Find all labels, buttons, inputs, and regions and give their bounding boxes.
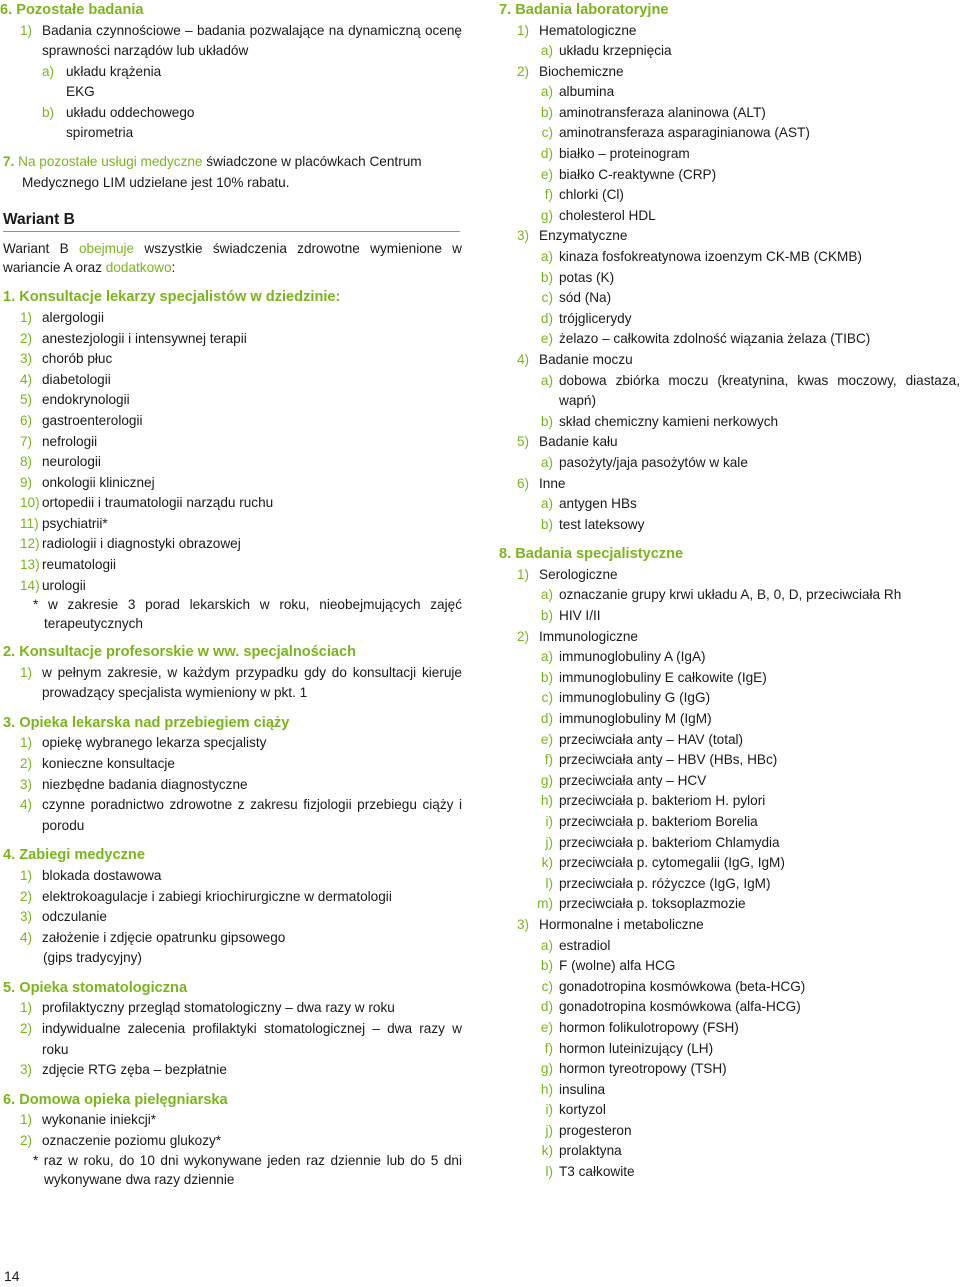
list-item (499, 453, 960, 474)
list-marker: i) (545, 813, 553, 829)
list-marker: 12) (20, 536, 40, 552)
list-item (499, 21, 960, 42)
list-item (499, 288, 960, 309)
list-item (0, 514, 462, 535)
list-text: oznaczenie poziomu glukozy* (42, 1132, 222, 1148)
section-heading-medical-procedures: 4. Zabiegi medyczne (3, 847, 145, 864)
list-marker: h) (540, 793, 553, 809)
dental-list (0, 998, 462, 1080)
list-text: Badanie kału (539, 434, 618, 450)
list-marker: a) (540, 496, 553, 512)
list-item (499, 350, 960, 371)
list-marker: 3) (20, 776, 33, 792)
list-text: ortopedii i traumatologii narządu ruchu (42, 495, 274, 511)
footnote: * w zakresie 3 porad lekarskich w roku, nieobejmujących zajęć terapeutycznych (33, 597, 462, 631)
list-text: przeciwciała anty – HBV (HBs, HBc) (559, 752, 778, 768)
list-item (499, 791, 960, 812)
list-item (499, 915, 960, 936)
list-marker: 6) (517, 475, 530, 491)
list-marker: 8) (20, 454, 33, 470)
list-item (499, 144, 960, 165)
list-text: immunoglobuliny M (IgM) (559, 711, 712, 726)
list-item (499, 247, 960, 268)
list-text: aminotransferaza asparaginianowa (AST) (559, 125, 810, 141)
list-marker: l) (545, 1164, 553, 1180)
list-marker: 4) (20, 797, 33, 813)
list-item (0, 308, 462, 329)
list-marker: a) (540, 937, 553, 953)
list-marker: 2) (20, 756, 33, 772)
sub-item-text: spirometria (66, 125, 134, 141)
professor-list (0, 663, 462, 704)
list-marker: f) (544, 187, 553, 203)
list-text: przeciwciała p. bakteriom H. pylori (559, 793, 766, 809)
list-text: dobowa zbiórka moczu (kreatynina, kwas moczowy, diastaza, wapń) (559, 372, 960, 409)
list-item (499, 268, 960, 289)
list-text: sód (Na) (559, 290, 612, 306)
list-text: trójglicerydy (559, 310, 632, 326)
list-item (0, 473, 462, 494)
list-marker: j) (545, 1122, 553, 1138)
list-text: Immunologiczne (539, 628, 638, 644)
list-marker: a) (540, 587, 553, 603)
list-item (499, 1059, 960, 1080)
list-marker: 1) (20, 867, 33, 883)
list-text: antygen HBs (559, 496, 637, 512)
list-text: immunoglobuliny A (IgA) (559, 649, 706, 665)
list-item (0, 1060, 462, 1081)
list-marker: b) (540, 104, 553, 120)
list-text: chorób płuc (42, 351, 113, 367)
list-text: Inne (539, 475, 566, 491)
list-marker: 2) (20, 1132, 33, 1148)
list-text: żelazo – całkowita zdolność wiązania żelaza (TIBC) (559, 331, 871, 347)
list-item (499, 627, 960, 648)
section-heading-professor-consultations: 2. Konsultacje profesorskie w ww. specjalnościach (3, 644, 357, 661)
list-text: nefrologii (42, 433, 98, 449)
list-text: zdjęcie RTG zęba – bezpłatnie (42, 1062, 227, 1078)
list-marker: g) (540, 772, 553, 788)
sub-item-text: EKG (66, 84, 95, 100)
section-heading-pregnancy-care: 3. Opieka lekarska nad przebiegiem ciąży (3, 714, 290, 731)
list-item (499, 853, 960, 874)
list-item (499, 1100, 960, 1121)
list-text: przeciwciała p. bakteriom Chlamydia (559, 834, 780, 850)
list-marker: a) (42, 63, 55, 79)
list-item (499, 412, 960, 433)
list-text: reumatologii (42, 557, 117, 573)
list-text: radiologii i diagnostyki obrazowej (42, 536, 241, 552)
list-item (499, 432, 960, 453)
list-text: Hematologiczne (539, 22, 637, 38)
list-marker: 2) (20, 888, 33, 904)
list-marker: 14) (20, 577, 40, 593)
list-item (499, 936, 960, 957)
list-text: diabetologii (42, 371, 111, 387)
list-marker: 4) (20, 371, 33, 387)
list-text: w pełnym zakresie, w każdym przypadku gdy do konsultacji kieruje prowadzący specjalista wymieniony w pkt. 1 (42, 664, 462, 701)
list-marker: c) (541, 978, 553, 994)
list-text: albumina (559, 84, 615, 100)
list-marker: d) (540, 146, 553, 162)
list-item (0, 733, 462, 754)
list-item (0, 534, 462, 555)
list-text: kortyzol (559, 1102, 606, 1118)
list-text: anestezjologii i intensywnej terapii (42, 330, 247, 346)
list-marker: 9) (20, 474, 33, 490)
list-marker: 1) (20, 664, 33, 680)
list-marker: 2) (20, 330, 33, 346)
list-item (499, 688, 960, 709)
list-item (0, 493, 462, 514)
list-text: hormon luteinizujący (LH) (559, 1040, 714, 1056)
specialist-tests-list (499, 565, 960, 1183)
list-text: neurologii (42, 454, 101, 470)
list-text: białko C-reaktywne (CRP) (559, 166, 717, 182)
list-text: czynne poradnictwo zdrowotne z zakresu fizjologii przebiegu ciąży i porodu (42, 797, 462, 833)
list-item (0, 329, 462, 350)
list-item (499, 894, 960, 915)
list-text: F (wolne) alfa HCG (559, 958, 676, 974)
list-marker: b) (540, 958, 553, 974)
list-item (0, 103, 462, 124)
list-text: wykonanie iniekcji* (42, 1112, 157, 1128)
list-text: gastroenterologii (42, 412, 143, 428)
list-text: przeciwciała p. różyczce (IgG, IgM) (559, 875, 771, 891)
list-marker: 3) (517, 916, 530, 932)
list-marker: 1) (20, 22, 33, 38)
list-item (499, 309, 960, 330)
section-heading-lab-tests: 7. Badania laboratoryjne (499, 2, 669, 18)
list-item (499, 371, 960, 412)
list-item (0, 866, 462, 887)
list-text: onkologii klinicznej (42, 474, 155, 490)
list-item (499, 123, 960, 144)
list-marker: 3) (20, 1062, 33, 1078)
list-item (499, 606, 960, 627)
list-text: endokrynologii (42, 392, 130, 408)
list-marker: 1) (20, 1000, 33, 1016)
list-item (0, 1131, 462, 1152)
list-marker: b) (540, 516, 553, 532)
list-marker: c) (541, 290, 553, 306)
list-item (499, 226, 960, 247)
list-item (0, 754, 462, 775)
list-item (0, 411, 462, 432)
list-marker: 7) (20, 433, 33, 449)
list-marker: 6) (20, 412, 33, 428)
list-item (0, 576, 462, 597)
section-heading-other-tests: 6. Pozostałe badania (0, 2, 144, 18)
list-marker: l) (545, 875, 553, 891)
list-marker: 1) (20, 309, 33, 325)
list-item (499, 977, 960, 998)
list-text: Badanie moczu (539, 352, 633, 367)
list-text: konieczne konsultacje (42, 756, 175, 772)
list-text: Biochemiczne (539, 63, 624, 79)
list-marker: 1) (20, 1112, 33, 1128)
list-item (0, 928, 462, 949)
list-item (499, 771, 960, 792)
list-item (0, 907, 462, 928)
list-marker: b) (540, 269, 553, 285)
list-text: przeciwciała p. bakteriom Borelia (559, 813, 758, 829)
list-marker: b) (540, 608, 553, 624)
list-marker: 2) (20, 1020, 33, 1036)
list-item (499, 997, 960, 1018)
list-text: Serologiczne (539, 566, 618, 582)
list-marker: c) (541, 690, 553, 706)
pregnancy-list (0, 733, 462, 836)
list-marker: a) (540, 649, 553, 665)
list-item (0, 663, 462, 704)
list-item (499, 1039, 960, 1060)
list-text: kinaza fosfokreatynowa izoenzym CK-MB (CKMB) (559, 249, 862, 265)
procedures-list (0, 866, 462, 948)
list-text: gonadotropina kosmówkowa (alfa-HCG) (559, 999, 801, 1015)
list-marker: d) (540, 999, 553, 1015)
list-item (0, 998, 462, 1019)
list-marker: i) (545, 1102, 553, 1118)
list-text: układu krzepnięcia (559, 43, 672, 59)
list-text: odczulanie (42, 909, 107, 925)
list-text: opiekę wybranego lekarza specjalisty (42, 735, 267, 751)
list-text: immunoglobuliny E całkowite (IgE) (559, 669, 767, 685)
section-heading-specialist-tests: 8. Badania specjalistyczne (499, 546, 684, 563)
list-item (499, 750, 960, 771)
list-text: potas (K) (559, 269, 615, 285)
list-text: Hormonalne i metaboliczne (539, 916, 704, 932)
list-marker: e) (540, 166, 553, 182)
list-marker: 2) (517, 63, 530, 79)
list-marker: k) (541, 1143, 553, 1159)
list-item (0, 887, 462, 908)
variant-title-bar (3, 211, 460, 232)
list-text: aminotransferaza alaninowa (ALT) (559, 104, 766, 120)
sub-item-text: (gips tradycyjny) (43, 950, 142, 966)
list-marker: 11) (20, 515, 39, 531)
list-text: indywidualne zalecenia profilaktyki stomatologicznej – dwa razy w roku (42, 1020, 462, 1057)
list-text: urologii (42, 577, 86, 593)
discount-paragraph: 7. Na pozostałe usługi medyczne świadczone w placówkach Centrum Medycznego LIM udzielane jest 10% rabatu. (3, 154, 422, 190)
list-item (499, 668, 960, 689)
list-item (499, 515, 960, 536)
list-text: przeciwciała p. toksoplazmozie (559, 896, 746, 912)
list-text: białko – proteinogram (559, 146, 690, 162)
list-text: przeciwciała anty – HCV (559, 772, 707, 788)
list-text: test lateksowy (559, 516, 645, 532)
list-text: elektrokoagulacje i zabiegi kriochirurgiczne w dermatologii (42, 888, 392, 904)
list-item (499, 1121, 960, 1142)
list-text: przeciwciała p. cytomegalii (IgG, IgM) (559, 855, 785, 871)
list-item (499, 1162, 960, 1183)
list-item (499, 62, 960, 83)
list-marker: a) (540, 249, 553, 265)
list-marker: b) (540, 413, 553, 429)
list-marker: 2) (517, 628, 530, 644)
list-item (0, 795, 462, 836)
list-item (499, 1080, 960, 1101)
list-marker: e) (540, 331, 553, 347)
list-item (499, 329, 960, 350)
list-item (499, 956, 960, 977)
list-text: układu krążenia (66, 63, 162, 79)
list-marker: a) (540, 454, 553, 470)
list-text: hormon tyreotropowy (TSH) (559, 1061, 727, 1077)
variant-description: Wariant B obejmuje wszystkie świadczenia zdrowotne wymienione w wariancie A oraz dodatkowo: (3, 241, 462, 275)
list-item (0, 390, 462, 411)
list-marker: 13) (20, 557, 40, 573)
list-item (0, 452, 462, 473)
variant-title: Wariant B (3, 211, 75, 229)
list-marker: 5) (517, 434, 530, 450)
section-heading-dental-care: 5. Opieka stomatologiczna (3, 979, 188, 996)
list-item (0, 349, 462, 370)
nursing-list (0, 1110, 462, 1151)
list-marker: b) (42, 104, 55, 120)
list-item (0, 21, 462, 62)
specialist-list (0, 308, 462, 596)
list-text: estradiol (559, 937, 611, 953)
list-text: prolaktyna (559, 1143, 622, 1159)
list-marker: m) (537, 896, 553, 912)
list-item (0, 432, 462, 453)
list-marker: e) (540, 1019, 553, 1035)
list-text: gonadotropina kosmówkowa (beta-HCG) (559, 978, 806, 994)
list-item (499, 585, 960, 606)
list-item (499, 494, 960, 515)
list-marker: 3) (20, 351, 33, 367)
list-text: cholesterol HDL (559, 207, 656, 223)
list-item (499, 41, 960, 62)
list-marker: 3) (20, 909, 33, 925)
list-item (499, 1018, 960, 1039)
list-text: oznaczanie grupy krwi układu A, B, 0, D, przeciwciała Rh (559, 587, 902, 603)
list-marker: 1) (517, 22, 530, 38)
list-item (499, 709, 960, 730)
list-marker: f) (544, 752, 553, 768)
list-text: Badania czynnościowe – badania pozwalające na dynamiczną ocenę sprawności narządów lub układów (42, 22, 462, 59)
list-text: alergologii (42, 309, 104, 325)
list-marker: 1) (517, 566, 530, 582)
list-marker: b) (540, 669, 553, 685)
list-marker: f) (544, 1040, 553, 1056)
list-item (499, 1141, 960, 1162)
list-marker: a) (540, 43, 553, 59)
list-item (0, 1110, 462, 1131)
list-marker: 1) (20, 735, 33, 751)
list-marker: 4) (517, 352, 530, 367)
list-marker: k) (541, 855, 553, 871)
left-column (0, 0, 462, 1189)
list-marker: 3) (517, 228, 530, 244)
section-heading-home-nursing: 6. Domowa opieka pielęgniarska (3, 1091, 228, 1108)
list-text: układu oddechowego (66, 104, 195, 120)
list-text: pasożyty/jaja pasożytów w kale (559, 454, 748, 470)
list-item (0, 370, 462, 391)
list-item (499, 206, 960, 227)
list-text: skład chemiczny kamieni nerkowych (559, 413, 779, 429)
right-column (499, 0, 960, 1183)
list-item (499, 730, 960, 751)
list-marker: 5) (20, 392, 33, 408)
list-marker: 10) (20, 495, 40, 511)
section-heading-specialist-consultations: 1. Konsultacje lekarzy specjalistów w dziedzinie: (3, 289, 341, 306)
list-text: psychiatrii* (42, 515, 108, 531)
list-marker: g) (540, 207, 553, 223)
list-text: insulina (559, 1081, 606, 1097)
footnote: * raz w roku, do 10 dni wykonywane jeden raz dziennie lub do 5 dni wykonywane dwa razy dziennie (33, 1153, 462, 1187)
list-item (499, 833, 960, 854)
list-marker: e) (540, 731, 553, 747)
list-marker: 4) (20, 929, 33, 945)
list-marker: a) (540, 372, 553, 388)
list-item (499, 474, 960, 495)
list-text: hormon folikulotropowy (FSH) (559, 1019, 739, 1035)
list-text: blokada dostawowa (42, 867, 162, 883)
list-item (499, 165, 960, 186)
list-marker: h) (540, 1081, 553, 1097)
list-marker: a) (540, 84, 553, 100)
list-text: T3 całkowite (559, 1164, 635, 1180)
list-marker: c) (541, 125, 553, 141)
list-text: przeciwciała anty – HAV (total) (559, 731, 744, 747)
list-item (499, 647, 960, 668)
list-text: profilaktyczny przegląd stomatologiczny – dwa razy w roku (42, 1000, 395, 1016)
list-item (499, 185, 960, 206)
list-marker: j) (545, 834, 553, 850)
list-text: niezbędne badania diagnostyczne (42, 776, 248, 792)
list-text: Enzymatyczne (539, 228, 628, 244)
list-marker: d) (540, 310, 553, 326)
list-item (499, 565, 960, 586)
list-item (499, 812, 960, 833)
list-item (499, 103, 960, 124)
list-text: założenie i zdjęcie opatrunku gipsowego (42, 929, 286, 945)
list-item (0, 555, 462, 576)
list-item (0, 1019, 462, 1060)
list-item (499, 874, 960, 895)
list-text: HIV I/II (559, 608, 601, 624)
page-number: 14 (4, 1268, 20, 1284)
list-text: progesteron (559, 1122, 632, 1138)
list-item (499, 82, 960, 103)
list-text: immunoglobuliny G (IgG) (559, 690, 711, 706)
list-item (0, 775, 462, 796)
list-text: chlorki (Cl) (559, 187, 624, 203)
list-marker: g) (540, 1061, 553, 1077)
list-item (0, 62, 462, 83)
list-marker: d) (540, 711, 553, 726)
lab-tests-list (499, 21, 960, 536)
